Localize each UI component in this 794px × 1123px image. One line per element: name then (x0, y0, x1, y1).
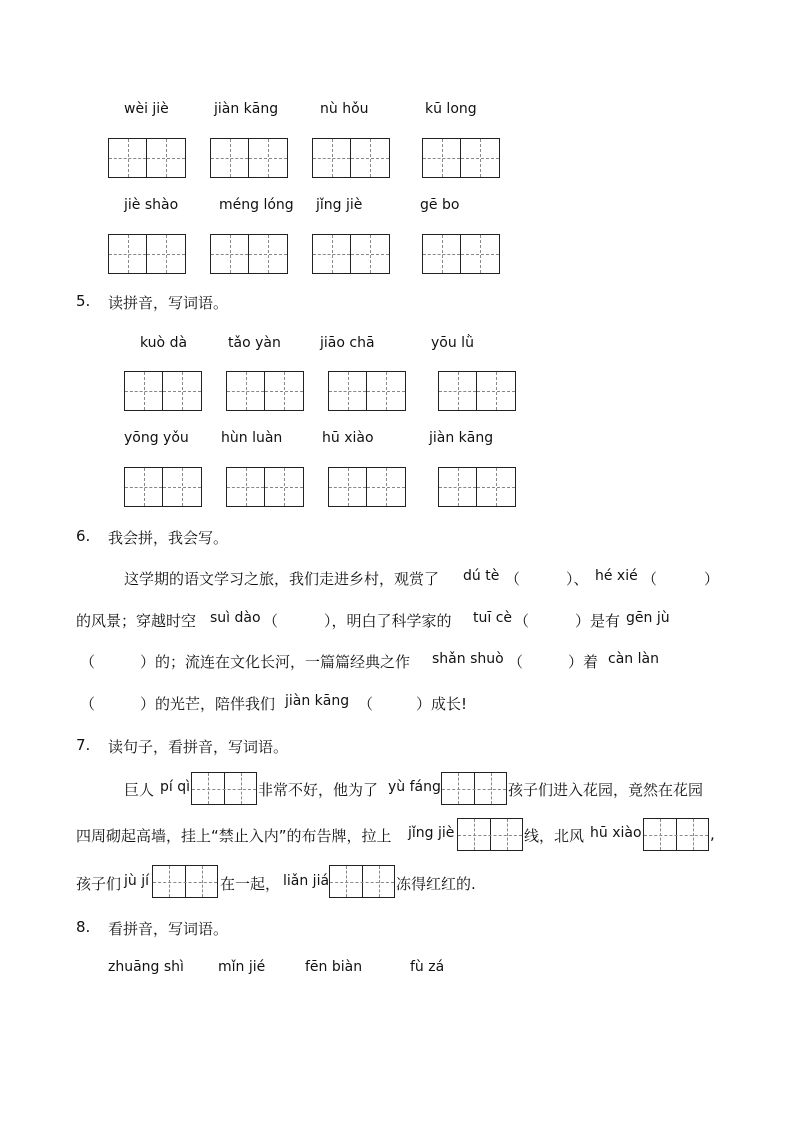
pinyin-label: wèi jiè (124, 101, 169, 117)
pinyin-inline: liǎn jiá (283, 873, 330, 889)
question-title: 我会拼，我会写。 (108, 529, 229, 547)
answer-blank-open[interactable]: （ (642, 570, 658, 588)
inline-writing-box[interactable] (329, 865, 395, 898)
pinyin-label: jiàn kāng (214, 101, 279, 117)
writing-box[interactable] (108, 138, 186, 178)
pinyin-inline: shǎn shuò (432, 651, 504, 667)
inline-writing-box[interactable] (191, 772, 257, 805)
pinyin-inline: jiàn kāng (285, 693, 350, 709)
paragraph-text: 的风景；穿越时空 (76, 612, 197, 630)
writing-box[interactable] (124, 371, 202, 411)
pinyin-label: tǎo yàn (228, 335, 281, 351)
writing-box[interactable] (312, 234, 390, 274)
pinyin-label: nù hǒu (320, 101, 369, 117)
paragraph-text: 这学期的语文学习之旅，我们走进乡村，观赏了 (124, 570, 440, 588)
question-title: 看拼音，写词语。 (108, 920, 229, 938)
answer-blank-open[interactable]: （ (508, 653, 524, 671)
paragraph-text: 冻得红红的. (396, 875, 476, 893)
pinyin-label: zhuāng shì (108, 959, 184, 975)
paragraph-text: 在一起， (220, 875, 281, 893)
answer-blank-open[interactable]: （ (505, 570, 521, 588)
pinyin-label: jiāo chā (320, 335, 375, 351)
question-title: 读拼音，写词语。 (108, 294, 229, 312)
paragraph-text: ），明白了科学家的 (324, 612, 452, 630)
paragraph-text: 孩子们进入花园，竟然在花园 (508, 781, 704, 799)
question-number: 6. (76, 527, 91, 545)
paragraph-text: 巨人 (124, 781, 155, 799)
inline-writing-box[interactable] (643, 818, 709, 851)
writing-box[interactable] (226, 371, 304, 411)
paragraph-text: ）的光芒，陪伴我们 (140, 695, 276, 713)
writing-box[interactable] (328, 467, 406, 507)
answer-blank-open[interactable]: （ (80, 695, 96, 713)
question-number: 7. (76, 736, 91, 754)
pinyin-label: méng lóng (219, 197, 294, 213)
paragraph-text: ）是有 (575, 612, 621, 630)
paragraph-text: ）成长! (416, 695, 468, 713)
answer-blank-open[interactable]: （ (80, 653, 96, 671)
pinyin-inline: hé xié (595, 568, 638, 584)
pinyin-inline: tuī cè (473, 610, 513, 626)
paragraph-text: 孩子们 (76, 875, 122, 893)
question-number: 5. (76, 292, 91, 310)
writing-box[interactable] (328, 371, 406, 411)
paragraph-text: 非常不好，他为了 (258, 781, 379, 799)
pinyin-label: kuò dà (140, 335, 188, 351)
pinyin-inline: gēn jù (626, 610, 670, 626)
question-number: 8. (76, 918, 91, 936)
pinyin-label: mǐn jié (218, 959, 266, 975)
pinyin-inline: yù fáng (388, 779, 441, 795)
writing-box[interactable] (422, 234, 500, 274)
writing-box[interactable] (124, 467, 202, 507)
pinyin-inline: hū xiào (590, 825, 642, 841)
pinyin-label: fù zá (410, 959, 445, 975)
paragraph-text: , (710, 825, 715, 843)
pinyin-label: yōu lǜ (431, 335, 474, 351)
pinyin-label: jiàn kāng (429, 430, 494, 446)
pinyin-label: hū xiào (322, 430, 374, 446)
pinyin-inline: dú tè (463, 568, 500, 584)
paragraph-text: 四周砌起高墙，挂上“禁止入内”的布告牌，拉上 (76, 827, 392, 845)
writing-box[interactable] (226, 467, 304, 507)
answer-blank-open[interactable]: （ (358, 695, 374, 713)
pinyin-label: jǐng jiè (316, 197, 363, 213)
pinyin-inline: càn làn (608, 651, 659, 667)
writing-box[interactable] (210, 138, 288, 178)
writing-box[interactable] (422, 138, 500, 178)
pinyin-label: jiè shào (124, 197, 179, 213)
writing-box[interactable] (210, 234, 288, 274)
answer-blank-close: ）、 (566, 570, 589, 588)
answer-blank-close: ） (704, 570, 720, 588)
inline-writing-box[interactable] (441, 772, 507, 805)
pinyin-inline: suì dào (210, 610, 261, 626)
question-title: 读句子，看拼音，写词语。 (108, 738, 289, 756)
pinyin-inline: jǐng jiè (408, 825, 455, 841)
pinyin-label: fēn biàn (305, 959, 363, 975)
pinyin-label: hùn luàn (221, 430, 283, 446)
answer-blank-open[interactable]: （ (263, 612, 279, 630)
answer-blank-open[interactable]: （ (514, 612, 530, 630)
paragraph-text: 线，北风 (524, 827, 585, 845)
writing-box[interactable] (108, 234, 186, 274)
writing-box[interactable] (438, 371, 516, 411)
paragraph-text: ）着 (568, 653, 599, 671)
writing-box[interactable] (312, 138, 390, 178)
pinyin-inline: jù jí (124, 873, 149, 889)
pinyin-label: gē bo (420, 197, 460, 213)
pinyin-label: kū long (425, 101, 477, 117)
inline-writing-box[interactable] (457, 818, 523, 851)
inline-writing-box[interactable] (152, 865, 218, 898)
paragraph-text: ）的；流连在文化长河，一篇篇经典之作 (140, 653, 411, 671)
pinyin-inline: pí qì (160, 779, 191, 795)
pinyin-label: yōng yǒu (124, 430, 189, 446)
writing-box[interactable] (438, 467, 516, 507)
